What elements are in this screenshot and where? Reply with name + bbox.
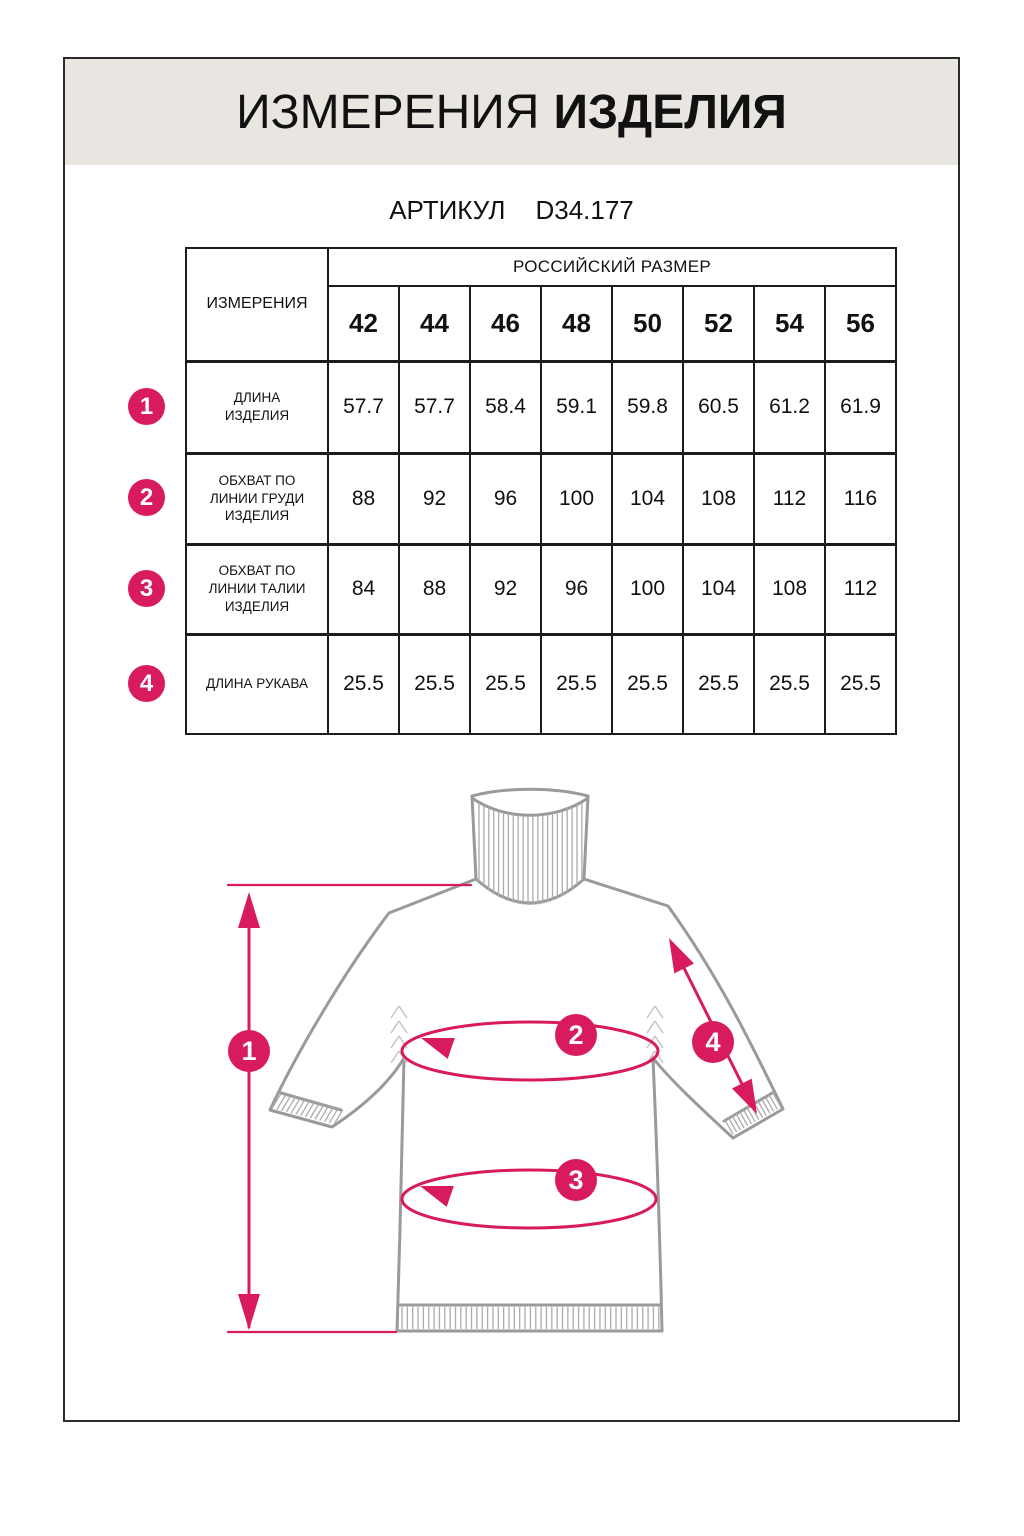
row-badge-1: 1 <box>128 388 165 425</box>
size-header-44: 44 <box>399 286 470 361</box>
value-r4-size56: 25.5 <box>825 634 896 734</box>
value-r1-size52: 60.5 <box>683 361 754 453</box>
size-header-54: 54 <box>754 286 825 361</box>
value-r3-size44: 88 <box>399 544 470 634</box>
row-label-2: ОБХВАТ ПО ЛИНИИ ГРУДИ ИЗДЕЛИЯ <box>186 453 328 544</box>
value-r4-size52: 25.5 <box>683 634 754 734</box>
size-header-52: 52 <box>683 286 754 361</box>
diagram-badge-3: 3 <box>555 1159 597 1201</box>
page-title-bold: ИЗДЕЛИЯ <box>553 85 787 139</box>
value-r2-size56: 116 <box>825 453 896 544</box>
value-r1-size50: 59.8 <box>612 361 683 453</box>
value-r1-size56: 61.9 <box>825 361 896 453</box>
length-arrow-up <box>238 892 260 928</box>
article-value: D34.177 <box>535 195 634 225</box>
diagram-badge-4: 4 <box>692 1021 734 1063</box>
value-r1-size46: 58.4 <box>470 361 541 453</box>
value-r4-size46: 25.5 <box>470 634 541 734</box>
value-r2-size50: 104 <box>612 453 683 544</box>
value-r2-size44: 92 <box>399 453 470 544</box>
value-r1-size54: 61.2 <box>754 361 825 453</box>
value-r4-size48: 25.5 <box>541 634 612 734</box>
value-r3-size42: 84 <box>328 544 399 634</box>
value-r4-size42: 25.5 <box>328 634 399 734</box>
row-badge-2: 2 <box>128 479 165 516</box>
row-badge-4: 4 <box>128 665 165 702</box>
diagram-badge-1: 1 <box>228 1030 270 1072</box>
article-label: АРТИКУЛ <box>389 195 506 225</box>
size-group-header: РОССИЙСКИЙ РАЗМЕР <box>328 248 896 286</box>
size-header-48: 48 <box>541 286 612 361</box>
size-header-56: 56 <box>825 286 896 361</box>
value-r2-size42: 88 <box>328 453 399 544</box>
page-title-regular: ИЗМЕРЕНИЯ <box>236 85 540 139</box>
value-r4-size50: 25.5 <box>612 634 683 734</box>
size-header-50: 50 <box>612 286 683 361</box>
row-badge-3: 3 <box>128 570 165 607</box>
size-header-42: 42 <box>328 286 399 361</box>
value-r2-size46: 96 <box>470 453 541 544</box>
value-r3-size54: 108 <box>754 544 825 634</box>
value-r1-size42: 57.7 <box>328 361 399 453</box>
value-r4-size54: 25.5 <box>754 634 825 734</box>
value-r2-size48: 100 <box>541 453 612 544</box>
value-r2-size54: 112 <box>754 453 825 544</box>
value-r1-size44: 57.7 <box>399 361 470 453</box>
value-r3-size52: 104 <box>683 544 754 634</box>
value-r3-size48: 96 <box>541 544 612 634</box>
value-r3-size50: 100 <box>612 544 683 634</box>
row-label-3: ОБХВАТ ПО ЛИНИИ ТАЛИИ ИЗДЕЛИЯ <box>186 544 328 634</box>
length-arrow-down <box>238 1294 260 1330</box>
value-r4-size44: 25.5 <box>399 634 470 734</box>
row-label-1: ДЛИНА ИЗДЕЛИЯ <box>186 361 328 453</box>
value-r2-size52: 108 <box>683 453 754 544</box>
value-r1-size48: 59.1 <box>541 361 612 453</box>
row-label-4: ДЛИНА РУКАВА <box>186 634 328 734</box>
measurements-header: ИЗМЕРЕНИЯ <box>186 248 328 361</box>
diagram-badge-2: 2 <box>555 1014 597 1056</box>
value-r3-size46: 92 <box>470 544 541 634</box>
size-header-46: 46 <box>470 286 541 361</box>
value-r3-size56: 112 <box>825 544 896 634</box>
